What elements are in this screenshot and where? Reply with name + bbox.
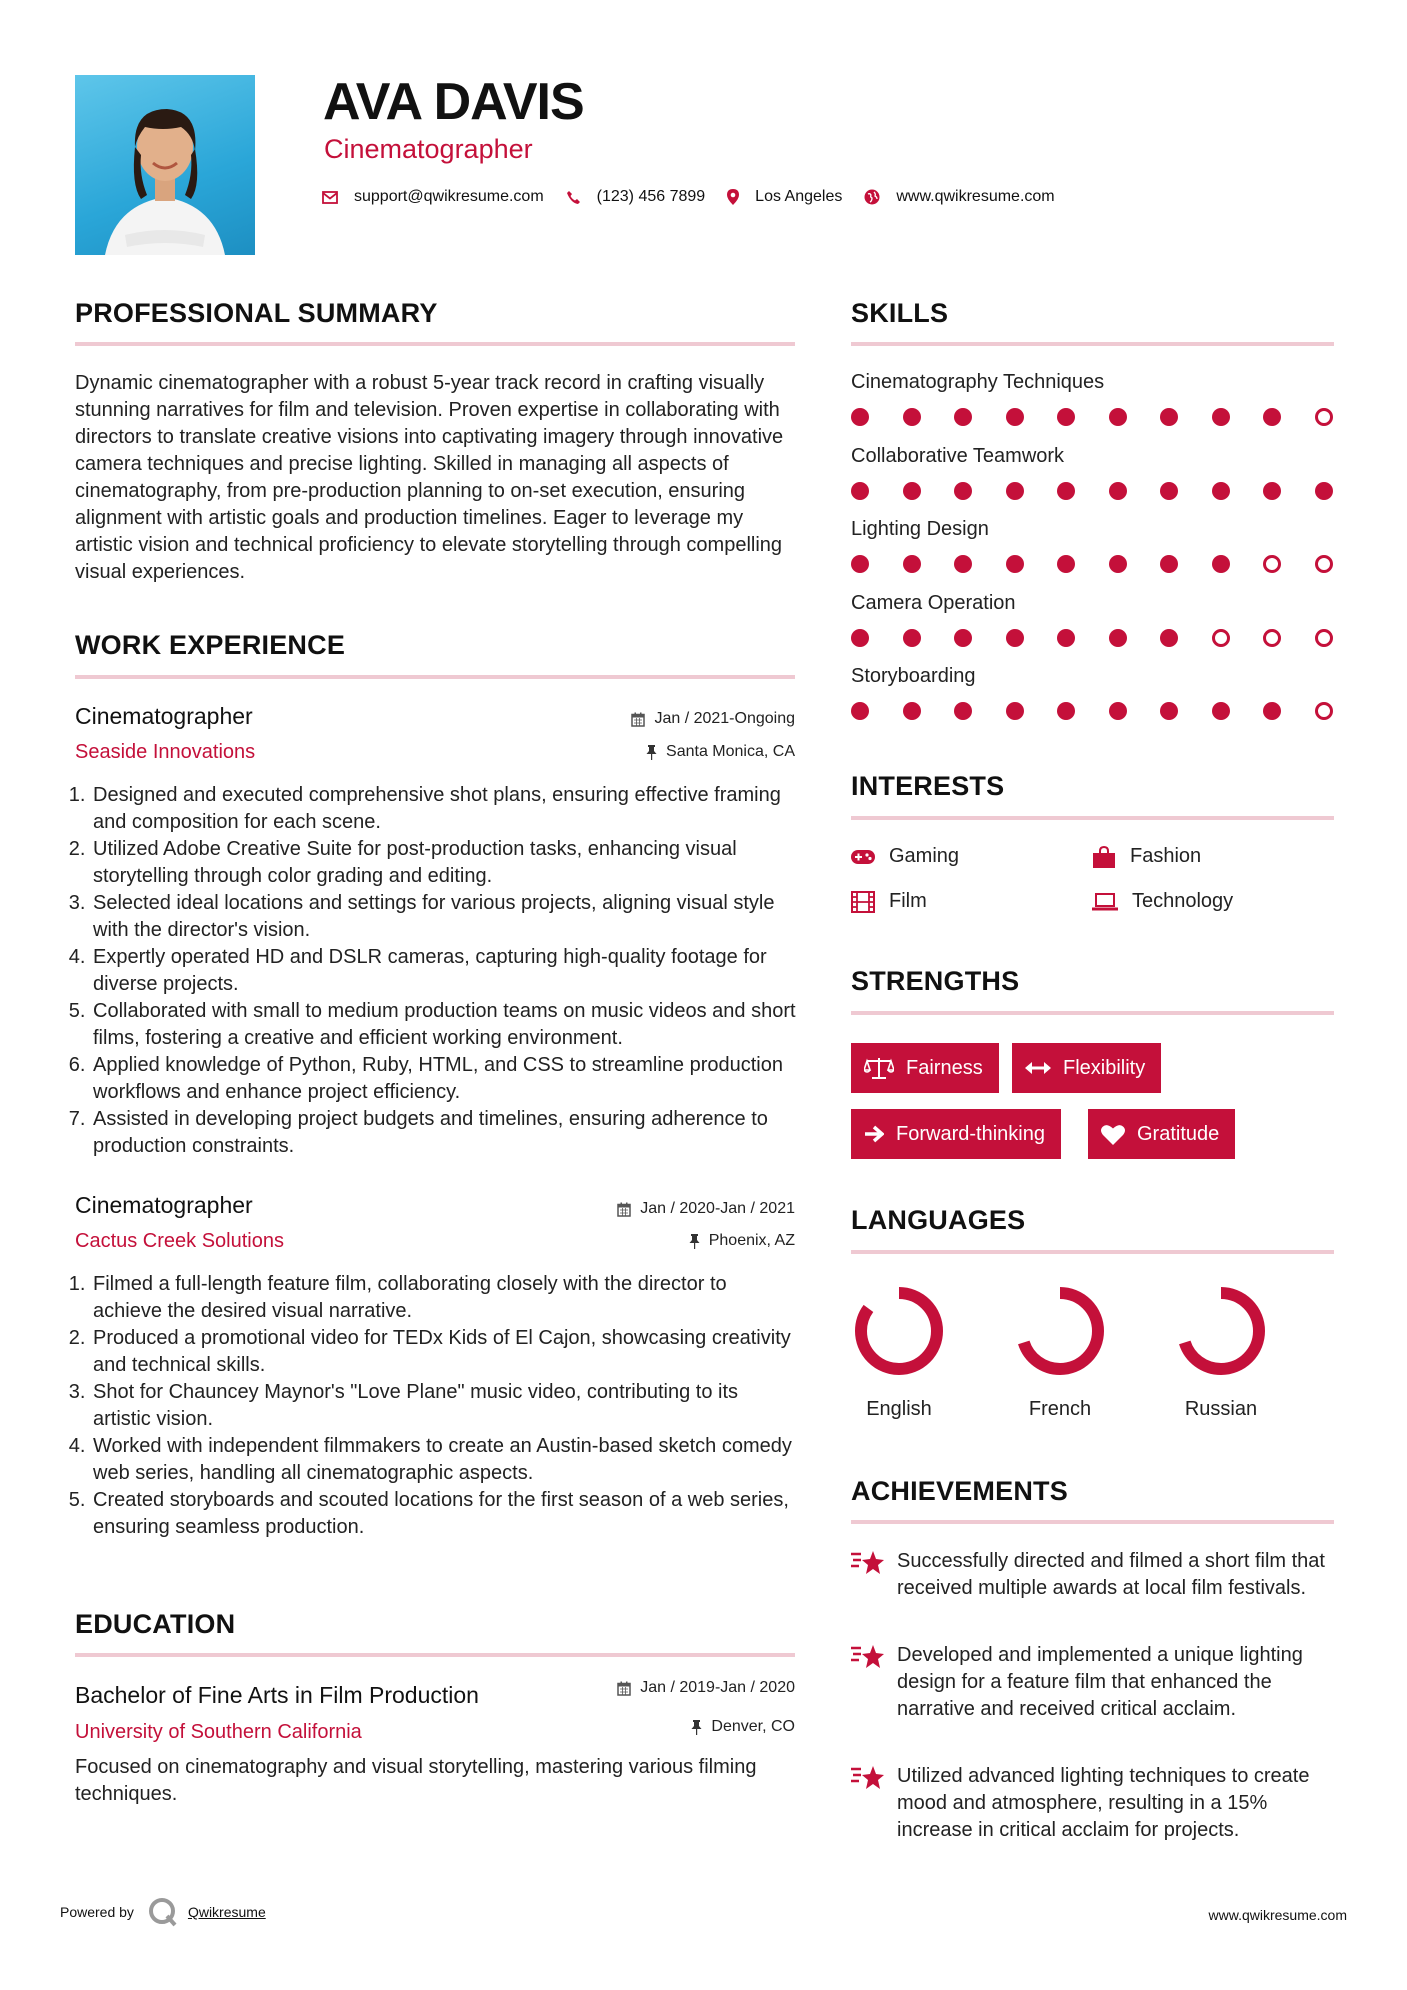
language-item: [1000, 1283, 1120, 1421]
contact-phone[interactable]: [566, 188, 706, 206]
calendar-icon: [631, 712, 645, 727]
shooting-star-icon: [851, 1644, 885, 1670]
achievement-item: [851, 1763, 1341, 1844]
rating-dot-filled: [954, 482, 972, 500]
language-ring-gauge: [1173, 1283, 1269, 1379]
calendar-icon: [617, 1202, 631, 1217]
list-item: 7. Assisted in developing project budgets and timelines, ensuring adherence to production constraints.: [91, 1106, 797, 1160]
rating-dot-empty: [1315, 629, 1333, 647]
rating-dot-filled: [903, 482, 921, 500]
language-level-arc: [861, 1293, 937, 1369]
film-icon: [851, 891, 875, 913]
rating-dot-filled: [1212, 408, 1230, 426]
interest-technology: [1092, 890, 1233, 913]
rating-dot-empty: [1212, 629, 1230, 647]
interest-film: [851, 890, 927, 913]
skill-rating: [851, 702, 1333, 722]
globe-icon: [864, 189, 880, 205]
strength-badge-forward-thinking: [851, 1109, 1061, 1159]
interest-fashion: [1092, 845, 1201, 868]
rating-dot-filled: [903, 555, 921, 573]
experience-divider: [75, 675, 795, 679]
rating-dot-filled: [1109, 555, 1127, 573]
list-item: 4. Worked with independent filmmakers to create an Austin-based sketch comedy web series, handling all cinematographic aspects.: [91, 1433, 797, 1487]
education-divider: [75, 1653, 795, 1657]
rating-dot-filled: [851, 629, 869, 647]
contact-bar: [322, 188, 1077, 206]
job-2-location-text: Phoenix, AZ: [708, 1232, 795, 1249]
rating-dot-filled: [954, 629, 972, 647]
education-degree: Bachelor of Fine Arts in Film Production: [75, 1682, 479, 1708]
footer-website[interactable]: www.qwikresume.com: [1208, 1907, 1347, 1923]
achievement-text: Developed and implemented a unique lighting design for a feature film that enhanced the narrative and received critical acclaim.: [897, 1644, 1303, 1720]
calendar-icon: [617, 1681, 631, 1696]
rating-dot-filled: [1006, 702, 1024, 720]
rating-dot-empty: [1315, 702, 1333, 720]
education-dates: [617, 1679, 795, 1697]
strength-label: Gratitude: [1137, 1122, 1220, 1145]
rating-dot-filled: [1006, 482, 1024, 500]
candidate-name: AVA DAVIS: [323, 73, 584, 131]
arrow-right-icon: [864, 1124, 884, 1144]
rating-dot-filled: [1160, 629, 1178, 647]
rating-dot-empty: [1315, 408, 1333, 426]
contact-email[interactable]: [322, 188, 544, 206]
list-item: 3. Shot for Chauncey Maynor's "Love Plane" music video, contributing to its artistic vision.: [91, 1379, 797, 1433]
interests-divider: [851, 816, 1334, 820]
rating-dot-filled: [954, 702, 972, 720]
pushpin-icon: [689, 1234, 700, 1249]
rating-dot-filled: [1109, 408, 1127, 426]
contact-website-text: www.qwikresume.com: [896, 188, 1055, 205]
language-level-arc: [1022, 1293, 1098, 1369]
map-marker-icon: [727, 189, 739, 205]
job-1-company: Seaside Innovations: [75, 741, 256, 763]
education-location: [691, 1718, 795, 1736]
education-heading: EDUCATION: [75, 1609, 236, 1639]
language-item: [1161, 1283, 1281, 1421]
language-label: Russian: [1184, 1398, 1258, 1420]
shooting-star-icon: [851, 1765, 885, 1791]
shooting-star-icon: [851, 1550, 885, 1576]
rating-dot-filled: [1057, 629, 1075, 647]
achievement-text: Utilized advanced lighting techniques to create mood and atmosphere, resulting in a 15% increase in critical acclaim for projects.: [897, 1765, 1310, 1841]
rating-dot-filled: [1160, 702, 1178, 720]
rating-dot-filled: [1057, 702, 1075, 720]
job-2-dates: [617, 1200, 795, 1218]
job-1-location-text: Santa Monica, CA: [666, 743, 795, 760]
interest-label: Gaming: [889, 845, 960, 867]
rating-dot-filled: [1160, 555, 1178, 573]
skill-name: Camera Operation: [851, 591, 1016, 614]
language-label: French: [1028, 1398, 1092, 1420]
arrows-horizontal-icon: [1025, 1061, 1051, 1075]
language-label: English: [866, 1398, 932, 1420]
rating-dot-filled: [903, 629, 921, 647]
list-item: 6. Applied knowledge of Python, Ruby, HTML, and CSS to streamline production workflows and enhance project efficiency.: [91, 1052, 797, 1106]
rating-dot-filled: [1212, 555, 1230, 573]
contact-email-text: support@qwikresume.com: [354, 188, 544, 205]
rating-dot-filled: [851, 408, 869, 426]
rating-dot-filled: [954, 555, 972, 573]
education-dates-text: Jan / 2019-Jan / 2020: [640, 1679, 795, 1696]
balance-scale-icon: [864, 1057, 894, 1079]
rating-dot-empty: [1263, 555, 1281, 573]
rating-dot-filled: [1315, 482, 1333, 500]
envelope-icon: [322, 191, 338, 204]
rating-dot-filled: [1212, 702, 1230, 720]
languages-divider: [851, 1250, 1334, 1254]
job-2-location: [689, 1232, 795, 1250]
laptop-icon: [1092, 893, 1118, 911]
achievement-item: [851, 1548, 1341, 1602]
skill-rating: [851, 408, 1333, 428]
languages-heading: LANGUAGES: [851, 1205, 1026, 1235]
skill-name: Storyboarding: [851, 665, 976, 687]
skill-rating: [851, 555, 1333, 575]
education-location-text: Denver, CO: [711, 1718, 795, 1735]
rating-dot-filled: [1160, 408, 1178, 426]
footer-powered-by: [60, 1897, 266, 1927]
job-1-location: [646, 743, 795, 761]
achievement-text: Successfully directed and filmed a short film that received multiple awards at local film festivals.: [897, 1550, 1325, 1599]
rating-dot-filled: [954, 408, 972, 426]
qwikresume-logo-icon: [148, 1897, 178, 1927]
phone-icon: [566, 190, 581, 205]
rating-dot-filled: [1212, 482, 1230, 500]
interests-heading: INTERESTS: [851, 771, 1005, 801]
rating-dot-filled: [1109, 629, 1127, 647]
shopping-bag-icon: [1092, 846, 1116, 868]
contact-website[interactable]: [864, 188, 1054, 206]
rating-dot-filled: [851, 555, 869, 573]
achievements-divider: [851, 1520, 1334, 1524]
job-2-title: Cinematographer: [75, 1192, 253, 1218]
job-1-duties: [73, 782, 797, 1160]
education-description: Focused on cinematography and visual storytelling, mastering various filming techniques.: [75, 1756, 757, 1805]
rating-dot-filled: [1109, 702, 1127, 720]
skill-name: Collaborative Teamwork: [851, 444, 1065, 467]
pushpin-icon: [646, 745, 657, 760]
skill-name: Cinematography Techniques: [851, 371, 1105, 393]
rating-dot-empty: [1263, 629, 1281, 647]
strength-label: Flexibility: [1063, 1056, 1146, 1079]
experience-heading: WORK EXPERIENCE: [75, 630, 346, 660]
job-1-dates: [631, 710, 795, 728]
rating-dot-filled: [1109, 482, 1127, 500]
skill-rating: [851, 482, 1333, 502]
rating-dot-filled: [1057, 482, 1075, 500]
pushpin-icon: [691, 1720, 702, 1735]
strength-badge-fairness: [851, 1043, 999, 1093]
language-level-arc: [1183, 1293, 1259, 1369]
list-item: 2. Produced a promotional video for TEDx Kids of El Cajon, showcasing creativity and technical skills.: [91, 1325, 797, 1379]
list-item: 1. Designed and executed comprehensive shot plans, ensuring effective framing and composition for each scene.: [91, 782, 797, 836]
achievements-heading: ACHIEVEMENTS: [851, 1476, 1068, 1506]
rating-dot-filled: [903, 702, 921, 720]
interest-gaming: [851, 845, 959, 868]
list-item: 5. Collaborated with small to medium production teams on music videos and short films, fostering a creative and efficient working environment.: [91, 998, 797, 1052]
language-ring-gauge: [1012, 1283, 1108, 1379]
list-item: 4. Expertly operated HD and DSLR cameras, capturing high-quality footage for diverse projects.: [91, 944, 797, 998]
rating-dot-empty: [1315, 555, 1333, 573]
heart-icon: [1101, 1124, 1125, 1145]
candidate-title: Cinematographer: [324, 134, 533, 164]
gamepad-icon: [851, 849, 875, 865]
achievement-item: [851, 1642, 1341, 1723]
skill-rating: [851, 629, 1333, 649]
rating-dot-filled: [1006, 555, 1024, 573]
strength-badge-flexibility: [1012, 1043, 1161, 1093]
list-item: 2. Utilized Adobe Creative Suite for post-production tasks, enhancing visual storytelling through color grading and editing.: [91, 836, 797, 890]
language-ring-gauge: [851, 1283, 947, 1379]
job-1-title: Cinematographer: [75, 703, 253, 729]
summary-divider: [75, 342, 795, 346]
rating-dot-filled: [1057, 408, 1075, 426]
powered-by-label: Powered by: [60, 1904, 134, 1920]
strengths-divider: [851, 1011, 1334, 1015]
skills-heading: SKILLS: [851, 298, 949, 328]
job-2-company: Cactus Creek Solutions: [75, 1230, 284, 1252]
job-1-dates-text: Jan / 2021-Ongoing: [654, 710, 795, 727]
person-portrait-icon: [75, 75, 255, 255]
rating-dot-filled: [1006, 408, 1024, 426]
profile-photo: [75, 75, 255, 255]
summary-heading: PROFESSIONAL SUMMARY: [75, 298, 438, 328]
contact-phone-text: (123) 456 7899: [596, 188, 706, 205]
list-item: 3. Selected ideal locations and settings for various projects, aligning visual style with the director's vision.: [91, 890, 797, 944]
qwikresume-link[interactable]: Qwikresume: [187, 1904, 266, 1920]
skills-divider: [851, 342, 1334, 346]
strength-badge-gratitude: [1088, 1109, 1235, 1159]
skill-name: Lighting Design: [851, 518, 989, 540]
strength-label: Fairness: [906, 1056, 983, 1079]
rating-dot-filled: [1057, 555, 1075, 573]
rating-dot-filled: [1006, 629, 1024, 647]
rating-dot-filled: [851, 482, 869, 500]
job-2-duties: [73, 1271, 797, 1541]
interest-label: Fashion: [1130, 845, 1202, 867]
summary-text: Dynamic cinematographer with a robust 5-year track record in crafting visually stunning narratives for film and television. Proven expertise in collaborating with directors to translate creative visions into captivating imagery through innovative camera techniques and precise lighting. Skilled in managing all aspects of cinematography, from pre-production planning to on-set execution, ensuring alignment with artistic goals and production timelines. Eager to leverage my artistic vision and technical proficiency to elevate storytelling through compelling visual experiences.: [75, 372, 784, 583]
rating-dot-filled: [1263, 408, 1281, 426]
rating-dot-filled: [1160, 482, 1178, 500]
rating-dot-filled: [1263, 482, 1281, 500]
rating-dot-filled: [1263, 702, 1281, 720]
list-item: 1. Filmed a full-length feature film, collaborating closely with the director to achieve the desired visual narrative.: [91, 1271, 797, 1325]
contact-location: [727, 188, 842, 206]
list-item: 5. Created storyboards and scouted locations for the first season of a web series, ensuring seamless production.: [91, 1487, 797, 1541]
contact-location-text: Los Angeles: [755, 188, 843, 205]
interest-label: Technology: [1132, 890, 1234, 912]
rating-dot-filled: [851, 702, 869, 720]
strengths-heading: STRENGTHS: [851, 966, 1020, 996]
interest-label: Film: [889, 890, 927, 912]
language-item: [839, 1283, 959, 1421]
education-school: University of Southern California: [75, 1721, 362, 1743]
rating-dot-filled: [903, 408, 921, 426]
strength-label: Forward-thinking: [896, 1122, 1045, 1145]
job-2-dates-text: Jan / 2020-Jan / 2021: [640, 1200, 795, 1217]
